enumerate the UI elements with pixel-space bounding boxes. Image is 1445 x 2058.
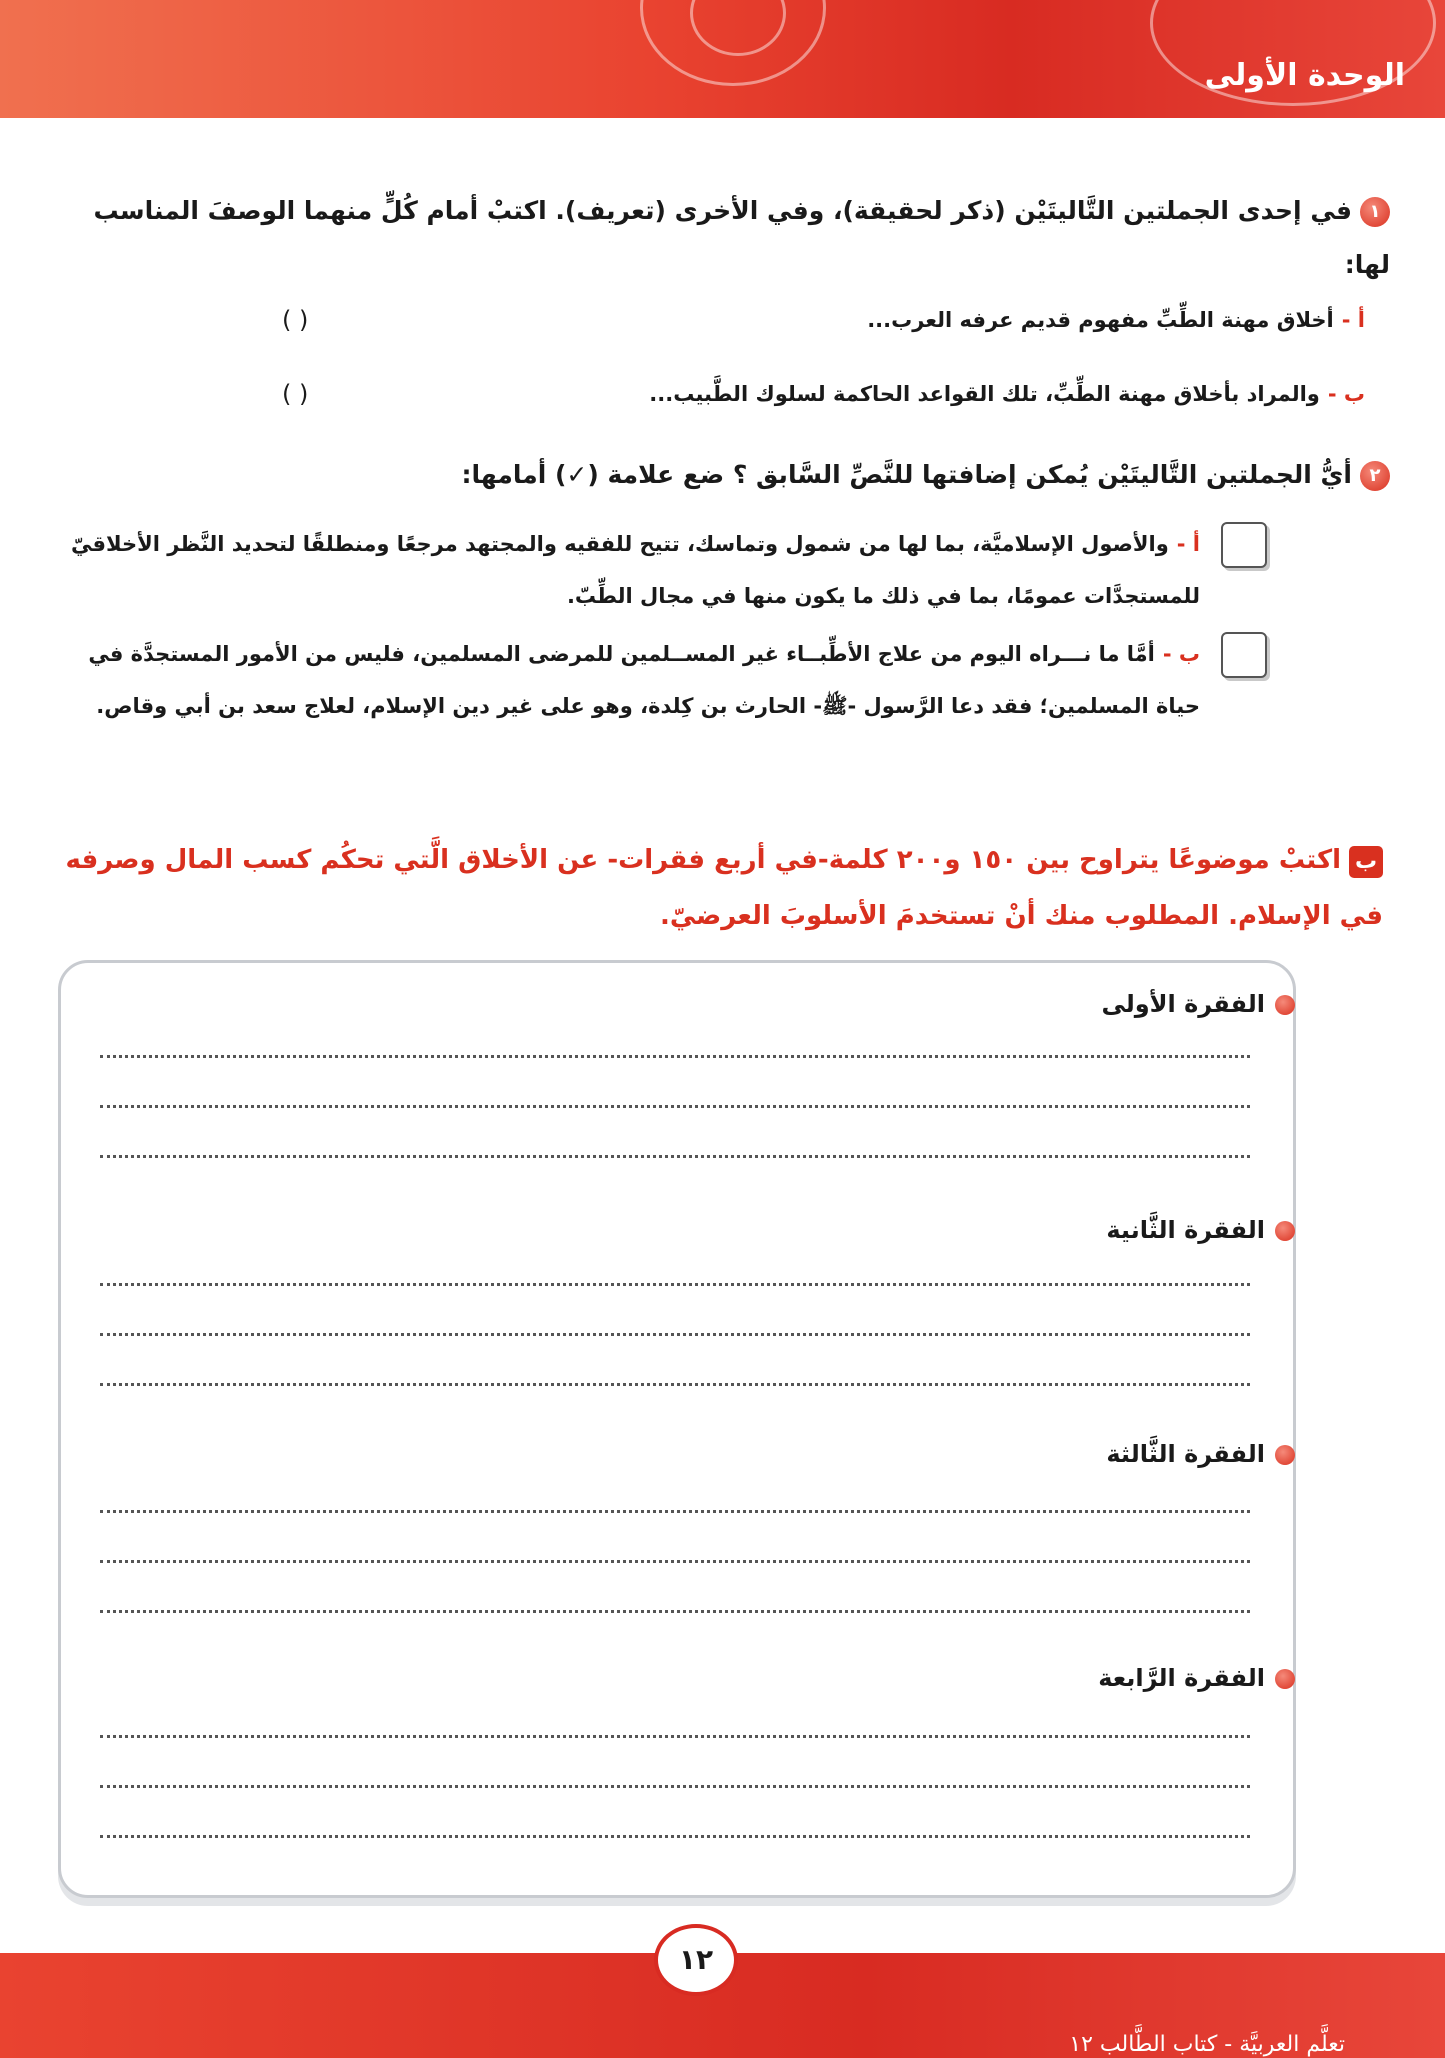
question-number: ١ — [1360, 197, 1390, 227]
checkbox-a[interactable] — [1221, 522, 1267, 568]
q2-item-b — [58, 628, 1200, 732]
paragraph-4-title: الفقرة الرَّابعة — [1098, 1664, 1295, 1692]
paragraph-3-title: الفقرة الثَّالثة — [1106, 1440, 1295, 1468]
bullet-icon — [1275, 1445, 1295, 1465]
item-letter: ب - — [1162, 642, 1200, 666]
item-letter: أ - — [1341, 308, 1365, 332]
item-letter: أ - — [1176, 532, 1200, 556]
page-number: ١٢ — [654, 1924, 738, 1996]
page-header — [0, 0, 1445, 118]
writing-task — [50, 832, 1383, 944]
question-2 — [55, 448, 1390, 502]
q1-item-a — [867, 308, 1365, 332]
writing-line[interactable] — [100, 1735, 1250, 1738]
writing-line[interactable] — [100, 1835, 1250, 1838]
item-text: والمراد بأخلاق مهنة الطِّبِّ، تلك القواعد الحاكمة لسلوك الطَّبيب... — [649, 382, 1320, 406]
bullet-icon — [1275, 1221, 1295, 1241]
writing-line[interactable] — [100, 1785, 1250, 1788]
writing-box — [58, 960, 1296, 1898]
writing-line[interactable] — [100, 1610, 1250, 1613]
writing-line[interactable] — [100, 1383, 1250, 1386]
question-1 — [55, 184, 1390, 292]
writing-line[interactable] — [100, 1333, 1250, 1336]
question-prompt: أيُّ الجملتين التَّاليتَيْن يُمكن إضافتها للنَّصِّ السَّابق ؟ ضع علامة (✓) أمامها: — [461, 460, 1352, 489]
writing-line[interactable] — [100, 1155, 1250, 1158]
answer-parentheses[interactable]: ( ) — [282, 306, 309, 334]
question-number: ٢ — [1360, 461, 1390, 491]
task-text: اكتبْ موضوعًا يتراوح بين ١٥٠ و٢٠٠ كلمة-في أربع فقرات- عن الأخلاق الَّتي تحكُم كسب المال وصرفه في الإسلام. المطلوب منك أنْ تستخدمَ الأسلوبَ العرضيّ. — [65, 845, 1383, 931]
item-text: والأصول الإسلاميَّة، بما لها من شمول وتماسك، تتيح للفقيه والمجتهد مرجعًا ومنطلقًا لتحديد النَّظر الأخلاقيّ للمستجدَّات عمومًا، بما في ذلك ما يكون منها في مجال الطِّبّ. — [71, 532, 1200, 608]
book-title: تعلَّم العربيَّة - كتاب الطَّالب ١٢ — [1069, 2032, 1345, 2057]
answer-parentheses[interactable]: ( ) — [282, 380, 309, 408]
q1-item-b — [649, 382, 1365, 406]
writing-line[interactable] — [100, 1560, 1250, 1563]
writing-line[interactable] — [100, 1283, 1250, 1286]
paragraph-1-title: الفقرة الأولى — [1101, 990, 1295, 1018]
item-letter: ب - — [1327, 382, 1365, 406]
unit-title: الوحدة الأولى — [1204, 58, 1405, 93]
bullet-icon — [1275, 1669, 1295, 1689]
item-text: أمَّا ما نـــراه اليوم من علاج الأطِّبــاء غير المســلمين للمرضى المسلمين، فليس من الأمور المستجدَّة في حياة المسلمين؛ فقد دعا الرَّسول -ﷺ- الحارث بن كِلدة، وهو على غير دين الإسلام، لعلاج سعد بن أبي وقاص. — [88, 642, 1200, 718]
writing-line[interactable] — [100, 1105, 1250, 1108]
checkbox-b[interactable] — [1221, 632, 1267, 678]
section-badge: ب — [1349, 846, 1383, 878]
q2-item-a — [58, 518, 1200, 622]
paragraph-2-title: الفقرة الثَّانية — [1106, 1216, 1295, 1244]
question-prompt: في إحدى الجملتين التَّاليتَيْن (ذكر لحقيقة)، وفي الأخرى (تعريف). اكتبْ أمام كُلٍّ منهما الوصفَ المناسب لها: — [93, 196, 1390, 279]
writing-line[interactable] — [100, 1055, 1250, 1058]
item-text: أخلاق مهنة الطِّبِّ مفهوم قديم عرفه العرب... — [867, 308, 1334, 332]
writing-line[interactable] — [100, 1510, 1250, 1513]
bullet-icon — [1275, 995, 1295, 1015]
